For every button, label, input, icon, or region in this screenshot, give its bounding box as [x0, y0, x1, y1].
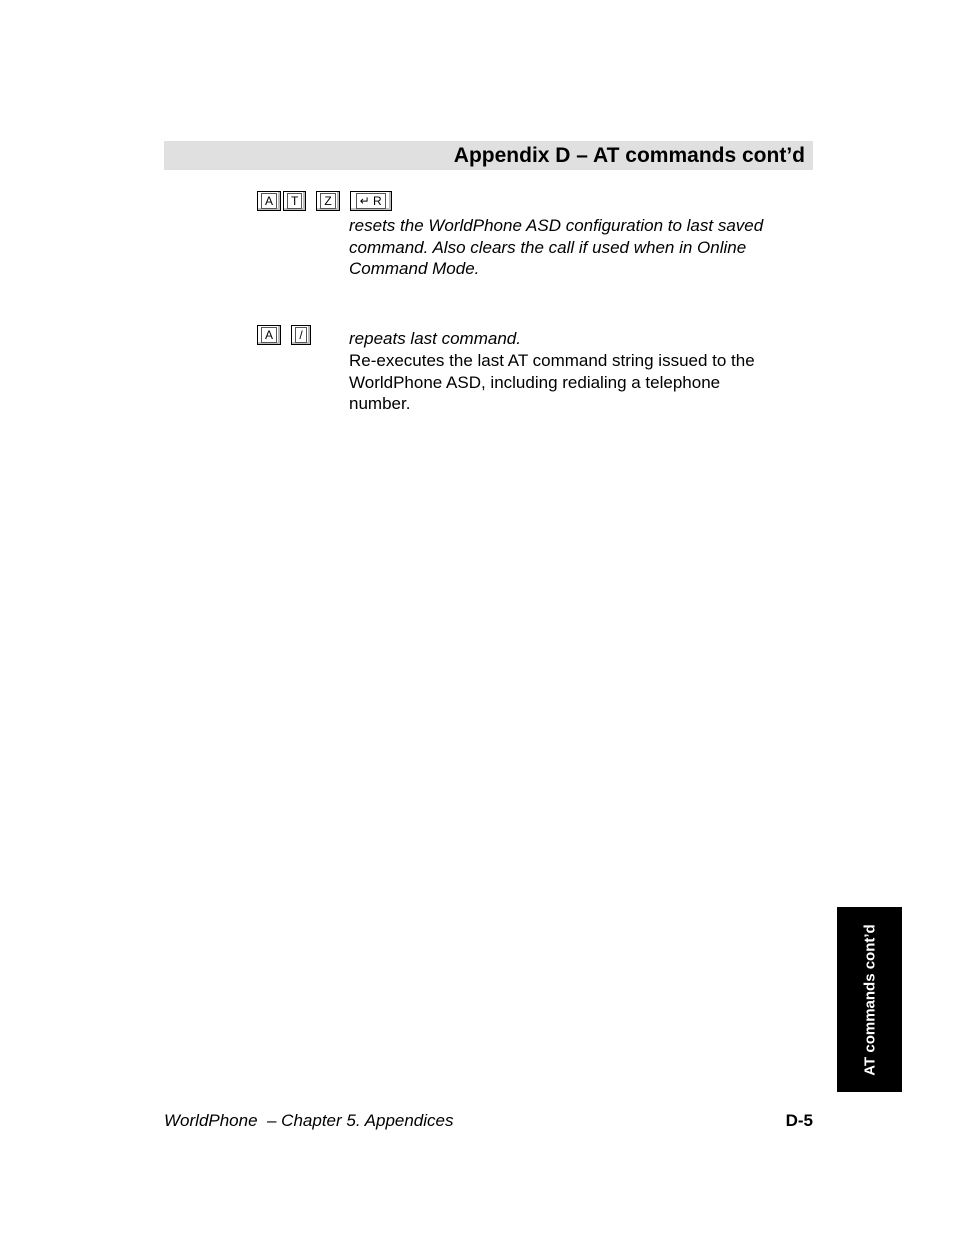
page-number: D-5: [785, 1111, 813, 1130]
section-side-tab: [837, 907, 902, 1092]
key-t: T: [283, 191, 306, 211]
command-description-repeat: Re-executes the last AT command string issued to the WorldPhone ASD, including redialing a telephone number.: [349, 351, 755, 413]
key-sequence-repeat: [257, 325, 313, 345]
key-a: A: [257, 325, 281, 345]
key-slash: /: [291, 325, 311, 345]
page-title: Appendix D – AT commands cont’d: [453, 144, 805, 167]
key-z: Z: [316, 191, 339, 211]
header-band: [164, 141, 813, 170]
key-sequence-atz: [257, 191, 394, 211]
key-a: A: [257, 191, 281, 211]
command-description-atz: resets the WorldPhone ASD configuration to last saved command. Also clears the call if used when in Online Command Mode.: [349, 216, 764, 278]
footer-chapter: WorldPhone – Chapter 5. Appendices: [164, 1111, 454, 1130]
side-tab-label: AT commands cont’d: [861, 923, 878, 1076]
enter-key-icon: ↵ R: [350, 191, 392, 211]
command-summary-repeat: repeats last command.: [349, 329, 521, 348]
